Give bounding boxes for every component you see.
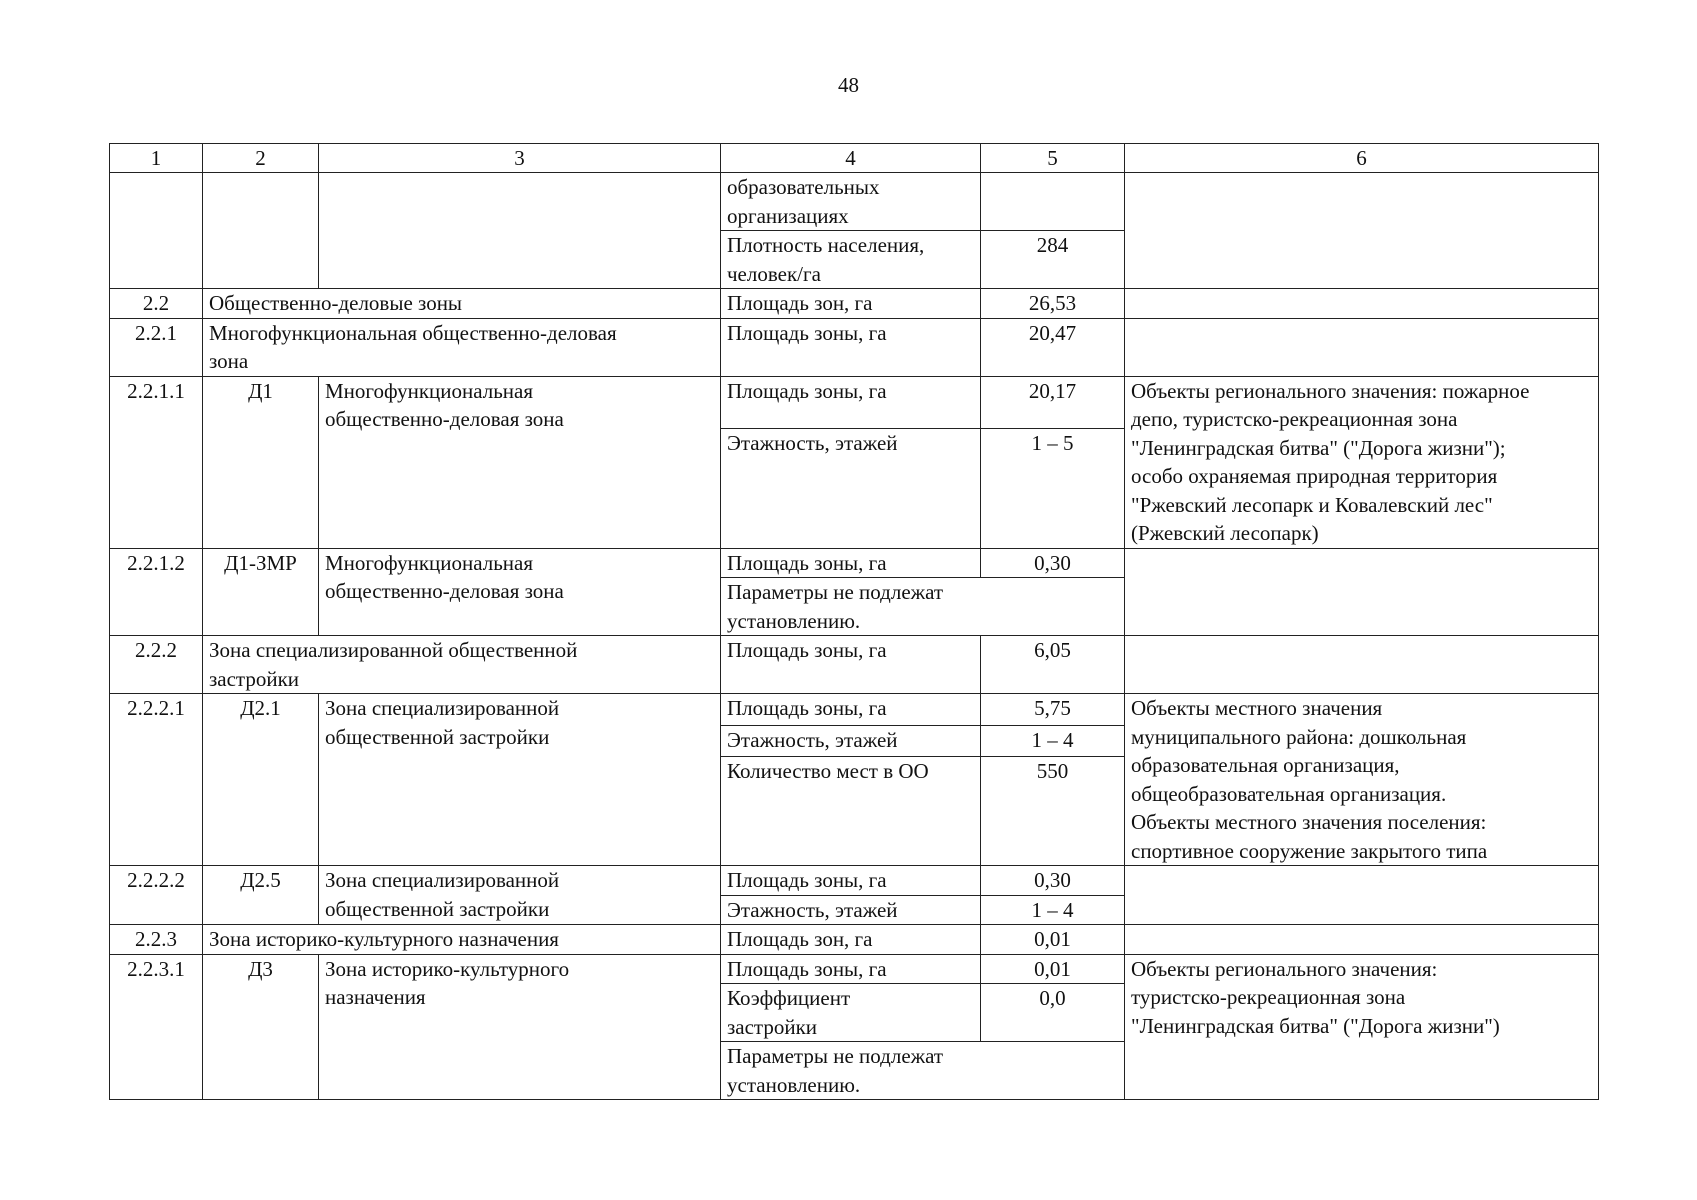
zone-name: Общественно-деловые зоны: [203, 289, 721, 319]
param-name: Этажность, этажей: [721, 428, 981, 548]
param-note: Параметры не подлежат установлению.: [721, 1042, 1125, 1100]
param-name: Площадь зоны, га: [721, 636, 981, 694]
table-row: [110, 636, 1599, 694]
cell-empty: [319, 173, 721, 289]
table-row: [110, 376, 1599, 428]
param-name: Количество мест в ОО: [721, 757, 981, 866]
zone-name: Зона историко-культурного назначения: [319, 954, 721, 1100]
table-row: [110, 173, 1599, 231]
zone-code: Д1: [203, 376, 319, 548]
row-number: 2.2.2: [110, 636, 203, 694]
row-number: 2.2.3: [110, 925, 203, 955]
param-value: 26,53: [981, 289, 1125, 319]
header-cell: 6: [1125, 144, 1599, 173]
param-value: [981, 173, 1125, 231]
objects-cell: Объекты местного значения муниципального района: дошкольная образовательная организация, общеобразовательная организация. Объекты местного значения поселения: спортивное сооружение закрытого типа: [1125, 694, 1599, 866]
objects-cell: Объекты регионального значения: пожарное депо, туристско-рекреационная зона "Ленинградская битва" ("Дорога жизни"); особо охраняемая природная территория "Ржевский лесопарк и Ковалевский лес" (Ржевский лесопарк): [1125, 376, 1599, 548]
table-row: [110, 866, 1599, 896]
header-cell: 3: [319, 144, 721, 173]
zone-name: Зона историко-культурного назначения: [203, 925, 721, 955]
row-number: 2.2.3.1: [110, 954, 203, 1100]
param-name: Площадь зоны, га: [721, 548, 981, 578]
objects-cell: [1125, 289, 1599, 319]
param-name: Плотность населения, человек/га: [721, 231, 981, 289]
header-cell: 1: [110, 144, 203, 173]
header-cell: 4: [721, 144, 981, 173]
objects-cell: [1125, 548, 1599, 636]
zone-code: Д3: [203, 954, 319, 1100]
row-number: 2.2: [110, 289, 203, 319]
row-number: 2.2.2.2: [110, 866, 203, 925]
param-value: 284: [981, 231, 1125, 289]
zone-name: Зона специализированной общественной застройки: [319, 694, 721, 866]
param-value: 0,30: [981, 548, 1125, 578]
table-row: [110, 548, 1599, 578]
param-name: Площадь зон, га: [721, 925, 981, 955]
cell-empty: [203, 173, 319, 289]
zone-code: Д2.1: [203, 694, 319, 866]
param-value: 1 – 5: [981, 428, 1125, 548]
row-number: 2.2.1.1: [110, 376, 203, 548]
row-number: 2.2.1: [110, 318, 203, 376]
objects-cell: [1125, 636, 1599, 694]
objects-cell: [1125, 318, 1599, 376]
objects-cell: Объекты регионального значения: туристско-рекреационная зона "Ленинградская битва" ("Дорога жизни"): [1125, 954, 1599, 1100]
zone-name: Многофункциональная общественно-деловая зона: [319, 376, 721, 548]
param-value: 0,01: [981, 925, 1125, 955]
cell-empty: [110, 173, 203, 289]
param-value: 0,30: [981, 866, 1125, 896]
header-cell: 5: [981, 144, 1125, 173]
objects-cell: [1125, 925, 1599, 955]
objects-cell: [1125, 173, 1599, 289]
param-name: Площадь зоны, га: [721, 694, 981, 726]
param-value: 0,0: [981, 984, 1125, 1042]
param-name: Площадь зоны, га: [721, 318, 981, 376]
page-number: 48: [838, 73, 859, 97]
objects-cell: [1125, 866, 1599, 925]
param-name: Площадь зоны, га: [721, 376, 981, 428]
param-name: Этажность, этажей: [721, 725, 981, 757]
zone-code: Д2.5: [203, 866, 319, 925]
table-row: [110, 954, 1599, 984]
param-name: Этажность, этажей: [721, 895, 981, 925]
param-value: 1 – 4: [981, 895, 1125, 925]
param-value: 6,05: [981, 636, 1125, 694]
param-value: 1 – 4: [981, 725, 1125, 757]
table-row: [110, 694, 1599, 726]
param-name: образовательных организациях: [721, 173, 981, 231]
header-row: [110, 144, 1599, 173]
param-value: 20,17: [981, 376, 1125, 428]
header-cell: 2: [203, 144, 319, 173]
zone-name: Многофункциональная общественно-деловая зона: [203, 318, 721, 376]
table-row: [110, 925, 1599, 955]
zones-table: [109, 143, 1599, 1100]
param-value: 20,47: [981, 318, 1125, 376]
param-name: Площадь зоны, га: [721, 866, 981, 896]
param-note: Параметры не подлежат установлению.: [721, 578, 1125, 636]
param-value: 5,75: [981, 694, 1125, 726]
param-value: 0,01: [981, 954, 1125, 984]
zone-name: Зона специализированной общественной застройки: [319, 866, 721, 925]
param-name: Площадь зон, га: [721, 289, 981, 319]
table-row: [110, 318, 1599, 376]
zone-name: Многофункциональная общественно-деловая зона: [319, 548, 721, 636]
zone-code: Д1-ЗМР: [203, 548, 319, 636]
param-name: Коэффициент застройки: [721, 984, 981, 1042]
row-number: 2.2.1.2: [110, 548, 203, 636]
zone-name: Зона специализированной общественной застройки: [203, 636, 721, 694]
table-row: [110, 289, 1599, 319]
param-name: Площадь зоны, га: [721, 954, 981, 984]
param-value: 550: [981, 757, 1125, 866]
row-number: 2.2.2.1: [110, 694, 203, 866]
